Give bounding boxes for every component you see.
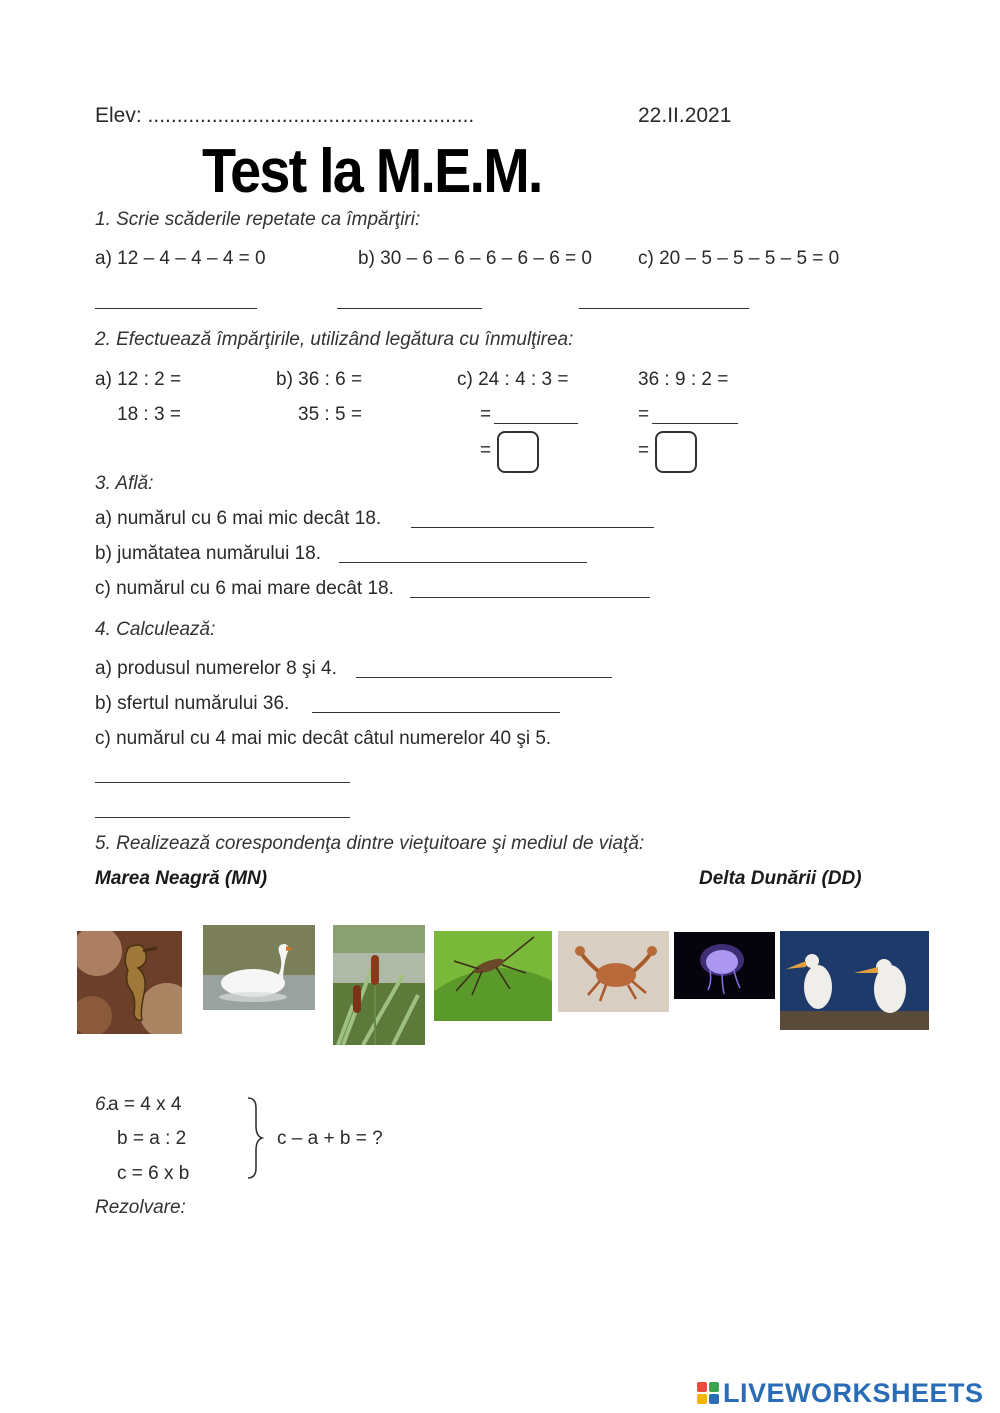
q4-answer-line-c1[interactable] [95, 782, 350, 783]
habitat-delta-dunarii[interactable]: Delta Dunării (DD) [699, 868, 862, 889]
q3-item-a: a) numărul cu 6 mai mic decât 18. [95, 508, 382, 529]
q2-b2: 35 : 5 = [298, 404, 362, 425]
swan-photo[interactable] [203, 925, 315, 1010]
logo-mark-icon [697, 1382, 719, 1404]
q3-answer-line-c[interactable] [410, 597, 650, 598]
jellyfish-photo[interactable] [674, 932, 775, 999]
q2-b1: b) 36 : 6 = [276, 369, 363, 390]
liveworksheets-logo[interactable] [697, 1378, 984, 1408]
habitat-marea-neagra[interactable]: Marea Neagră (MN) [95, 868, 268, 889]
seahorse-photo[interactable] [77, 931, 182, 1034]
q2-c-answer-box[interactable] [497, 431, 539, 473]
q3-answer-line-a[interactable] [411, 527, 654, 528]
q6-line-a: a = 4 x 4 [108, 1094, 182, 1115]
q4-answer-line-a[interactable] [356, 677, 612, 678]
student-name-label: Elev: ........................................................ [95, 104, 475, 127]
q3-heading: 3. Află: [95, 473, 154, 494]
q6-number: 6. [95, 1094, 111, 1115]
q5-heading: 5. Realizează corespondenţa dintre vieţuitoare şi mediul de viaţă: [95, 833, 645, 854]
q4-heading: 4. Calculează: [95, 619, 216, 640]
q1-item-b: b) 30 – 6 – 6 – 6 – 6 – 6 = 0 [358, 248, 592, 269]
q2-d1: 36 : 9 : 2 = [638, 369, 729, 390]
page-title: Test la M.E.M. [202, 137, 542, 206]
q1-item-a: a) 12 – 4 – 4 – 4 = 0 [95, 248, 266, 269]
q2-c-intermediate-line[interactable] [494, 423, 578, 424]
q2-d-intermediate-line[interactable] [652, 423, 738, 424]
mosquito-photo[interactable] [434, 931, 552, 1021]
q2-heading: 2. Efectuează împărţirile, utilizând legătura cu înmulţirea: [95, 329, 574, 350]
q2-d-equals-1: = [638, 404, 650, 425]
q2-d-answer-box[interactable] [655, 431, 697, 473]
q4-item-a: a) produsul numerelor 8 şi 4. [95, 658, 337, 679]
q3-answer-line-b[interactable] [339, 562, 587, 563]
q2-c1: c) 24 : 4 : 3 = [457, 369, 569, 390]
q1-answer-line-c[interactable] [579, 308, 749, 309]
q4-answer-line-c2[interactable] [95, 817, 350, 818]
q4-item-c: c) numărul cu 4 mai mic decât câtul numerelor 40 şi 5. [95, 728, 552, 749]
q3-item-c: c) numărul cu 6 mai mare decât 18. [95, 578, 394, 599]
date: 22.II.2021 [638, 104, 732, 127]
q2-a2: 18 : 3 = [117, 404, 181, 425]
q1-item-c: c) 20 – 5 – 5 – 5 – 5 = 0 [638, 248, 840, 269]
pelicans-photo[interactable] [780, 931, 929, 1030]
q4-item-b: b) sfertul numărului 36. [95, 693, 290, 714]
q3-item-b: b) jumătatea numărului 18. [95, 543, 322, 564]
curly-brace-icon [244, 1096, 264, 1180]
q2-c-equals-1: = [480, 404, 492, 425]
q2-d-equals-2: = [638, 440, 650, 461]
q6-line-b: b = a : 2 [117, 1128, 187, 1149]
q6-line-c: c = 6 x b [117, 1163, 190, 1184]
q2-a1: a) 12 : 2 = [95, 369, 182, 390]
q1-answer-line-b[interactable] [337, 308, 482, 309]
cattail-photo[interactable] [333, 925, 425, 1045]
q1-answer-line-a[interactable] [95, 308, 257, 309]
crab-photo[interactable] [558, 931, 669, 1012]
solution-label: Rezolvare: [95, 1197, 186, 1218]
q4-answer-line-b[interactable] [312, 712, 560, 713]
q6-expression: c – a + b = ? [277, 1128, 383, 1149]
q1-heading: 1. Scrie scăderile repetate ca împărţiri: [95, 209, 421, 230]
q2-c-equals-2: = [480, 440, 492, 461]
logo-text: LIVEWORKSHEETS [723, 1377, 984, 1408]
